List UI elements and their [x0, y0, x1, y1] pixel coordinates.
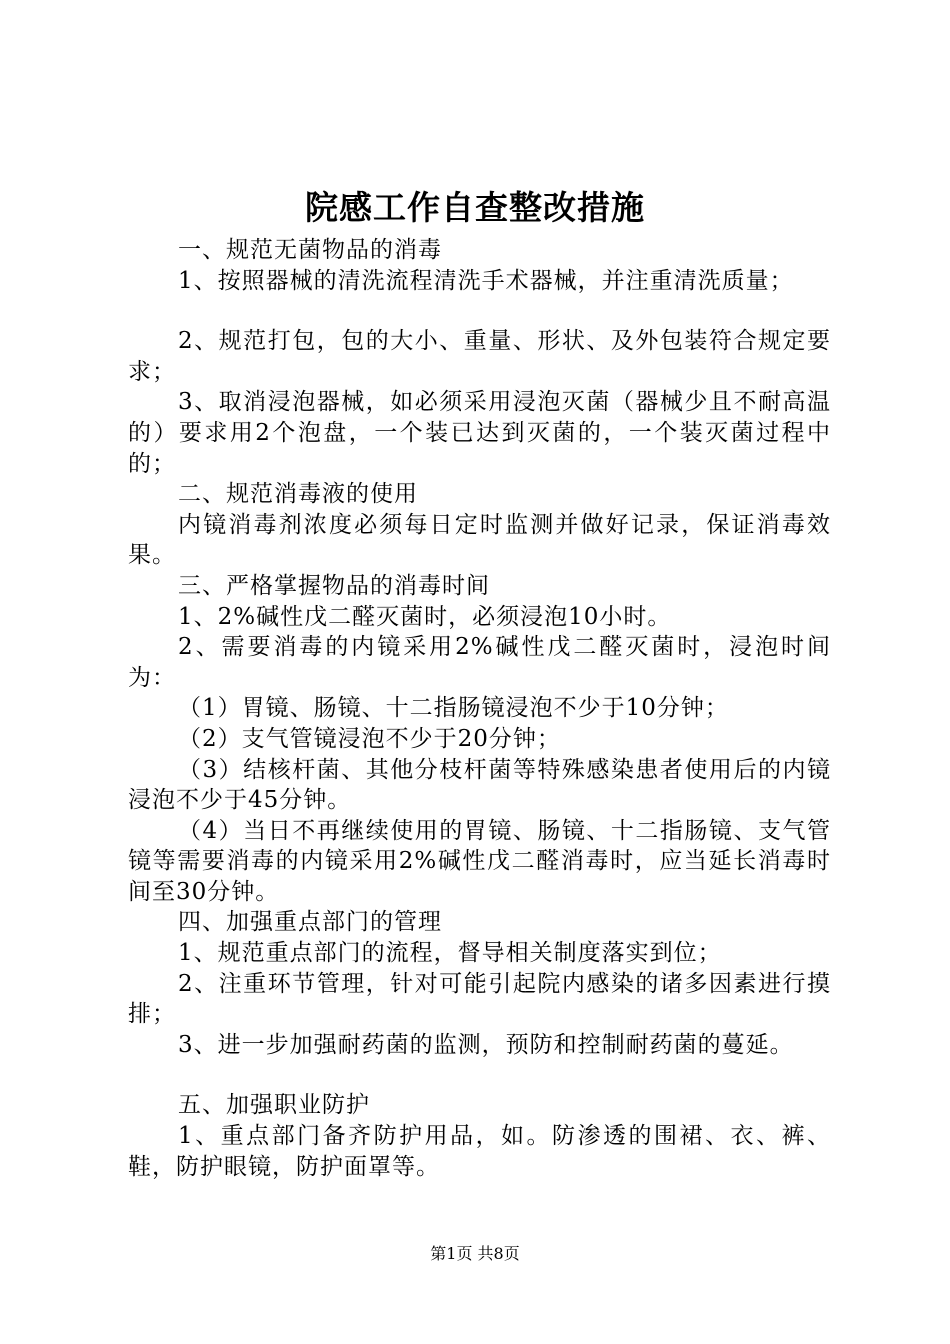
page-number-footer: 第1页 共8页	[430, 1244, 520, 1263]
list-item-3-2-4: （4）当日不再继续使用的胃镜、肠镜、十二指肠镜、支气管镜等需要消毒的内镜采用2%碱性戊二醛消毒时，应当延长消毒时间至30分钟。	[128, 817, 831, 905]
document-body	[128, 235, 831, 1182]
list-item-3-2-3: （3）结核杆菌、其他分枝杆菌等特殊感染患者使用后的内镜浸泡不少于45分钟。	[128, 756, 831, 814]
section-heading-1: 一、规范无菌物品的消毒	[178, 237, 442, 263]
section-heading-3: 三、严格掌握物品的消毒时间	[178, 572, 490, 599]
paragraph-4-1: 1、规范重点部门的流程，督导相关制度落实到位；	[178, 940, 722, 967]
section-heading-5: 五、加强职业防护	[178, 1092, 370, 1119]
paragraph-5-1: 1、重点部门备齐防护用品，如。防渗透的围裙、衣、裤、鞋，防护眼镜，防护面罩等。	[128, 1123, 831, 1180]
section-heading-4: 四、加强重点部门的管理	[178, 909, 442, 936]
paragraph-3-1: 1、2%碱性戊二醛灭菌时，必须浸泡10小时。	[178, 603, 672, 630]
paragraph-1-1: 1、按照器械的清洗流程清洗手术器械，并注重清洗质量；	[178, 267, 794, 294]
paragraph-4-2: 2、注重环节管理，针对可能引起院内感染的诸多因素进行摸排；	[128, 970, 831, 1028]
document-title: 院感工作自查整改措施	[305, 188, 645, 227]
paragraph-4-3: 3、进一步加强耐药菌的监测，预防和控制耐药菌的蔓延。	[178, 1031, 794, 1058]
paragraph-1-2: 2、规范打包，包的大小、重量、形状、及外包装符合规定要求；	[128, 328, 831, 385]
paragraph-1-3: 3、取消浸泡器械，如必须采用浸泡灭菌（器械少且不耐高温的）要求用2个泡盘，一个装已达到灭菌的，一个装灭菌过程中的；	[128, 389, 831, 477]
paragraph-3-2: 2、需要消毒的内镜采用2%碱性戊二醛灭菌时，浸泡时间为：	[128, 634, 831, 691]
section-heading-2: 二、规范消毒液的使用	[178, 481, 418, 508]
paragraph-2-1: 内镜消毒剂浓度必须每日定时监测并做好记录，保证消毒效果。	[128, 511, 831, 569]
list-item-3-2-1: （1）胃镜、肠镜、十二指肠镜浸泡不少于10分钟；	[178, 695, 729, 722]
list-item-3-2-2: （2）支气管镜浸泡不少于20分钟；	[178, 725, 561, 752]
